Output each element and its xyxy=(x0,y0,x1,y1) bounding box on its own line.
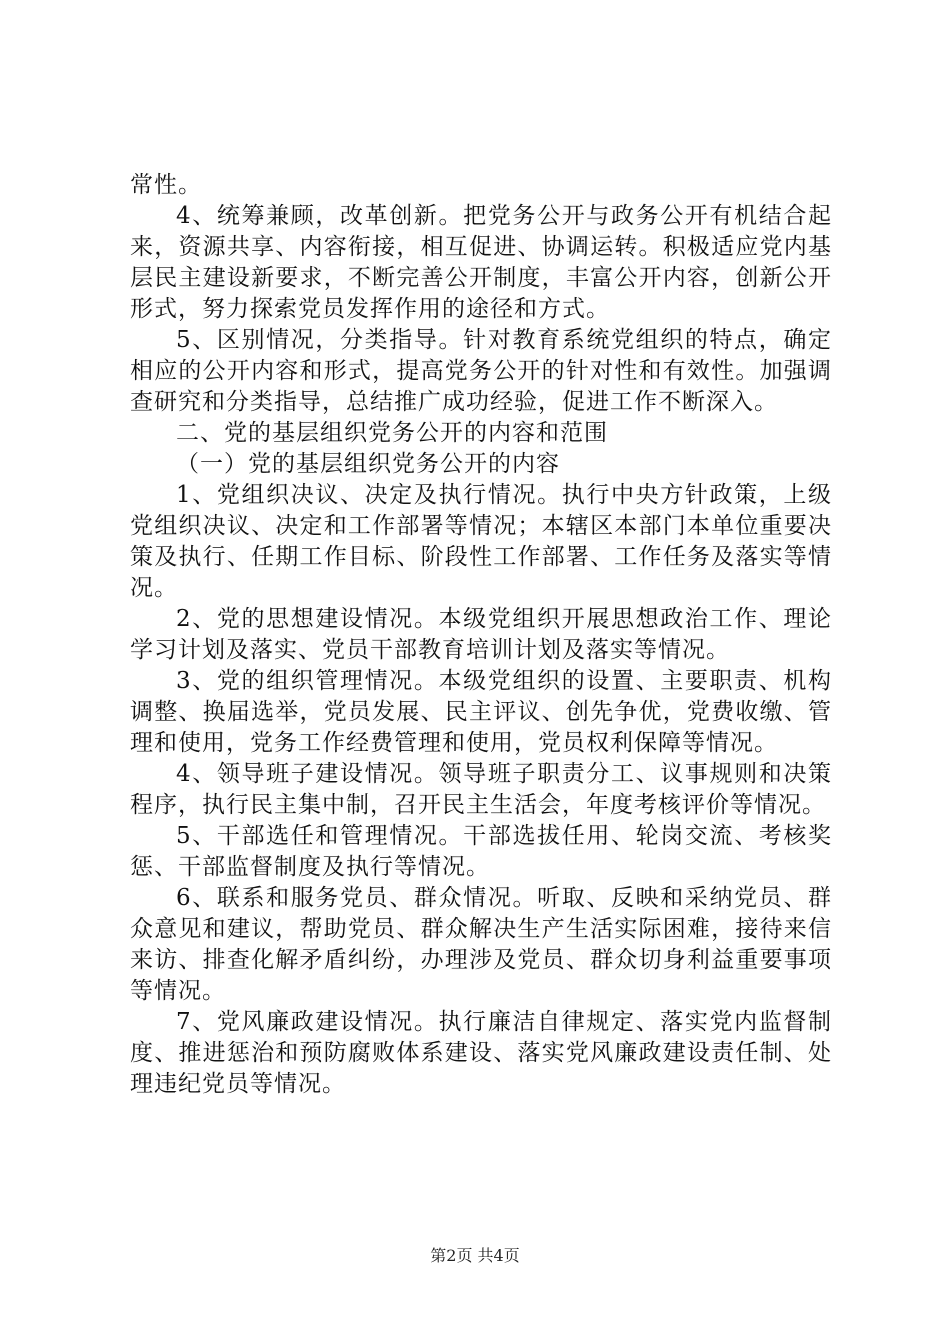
paragraph-continuation: 常性。 xyxy=(130,172,202,198)
paragraph-item-3-organization: 3、党的组织管理情况。本级党组织的设置、主要职责、机构调整、换届选举，党员发展、民主评议、创先争优，党费收缴、管理和使用，党务工作经费管理和使用，党员权利保障等情况。 xyxy=(130,668,832,756)
paragraph-item-4-coordination: 4、统筹兼顾，改革创新。把党务公开与政务公开有机结合起来，资源共享、内容衔接，相互促进、协调运转。积极适应党内基层民主建设新要求，不断完善公开制度，丰富公开内容，创新公开形式，努力探索党员发挥作用的途径和方式。 xyxy=(130,203,832,322)
paragraph-item-5-classification: 5、区别情况，分类指导。针对教育系统党组织的特点，确定相应的公开内容和形式，提高党务公开的针对性和有效性。加强调查研究和分类指导，总结推广成功经验，促进工作不断深入。 xyxy=(130,327,832,415)
section-heading-2: 二、党的基层组织党务公开的内容和范围 xyxy=(176,420,608,446)
subsection-heading-1: （一）党的基层组织党务公开的内容 xyxy=(176,451,560,477)
paragraph-item-4-leadership: 4、领导班子建设情况。领导班子职责分工、议事规则和决策程序，执行民主集中制，召开民主生活会，年度考核评价等情况。 xyxy=(130,761,832,818)
document-body xyxy=(130,170,832,1100)
paragraph-item-6-service: 6、联系和服务党员、群众情况。听取、反映和采纳党员、群众意见和建议，帮助党员、群众解决生产生活实际困难，接待来信来访、排查化解矛盾纠纷，办理涉及党员、群众切身利益重要事项等情况。 xyxy=(130,885,832,1004)
paragraph-item-5-cadres: 5、干部选任和管理情况。干部选拔任用、轮岗交流、考核奖惩、干部监督制度及执行等情况。 xyxy=(130,823,832,880)
page-number-footer: 第2页 共4页 xyxy=(430,1246,520,1265)
paragraph-item-7-integrity: 7、党风廉政建设情况。执行廉洁自律规定、落实党内监督制度、推进惩治和预防腐败体系建设、落实党风廉政建设责任制、处理违纪党员等情况。 xyxy=(130,1009,832,1097)
paragraph-item-2-ideology: 2、党的思想建设情况。本级党组织开展思想政治工作、理论学习计划及落实、党员干部教育培训计划及落实等情况。 xyxy=(130,606,832,663)
paragraph-item-1-resolutions: 1、党组织决议、决定及执行情况。执行中央方针政策，上级党组织决议、决定和工作部署等情况；本辖区本部门本单位重要决策及执行、任期工作目标、阶段性工作部署、工作任务及落实等情况。 xyxy=(130,482,832,601)
